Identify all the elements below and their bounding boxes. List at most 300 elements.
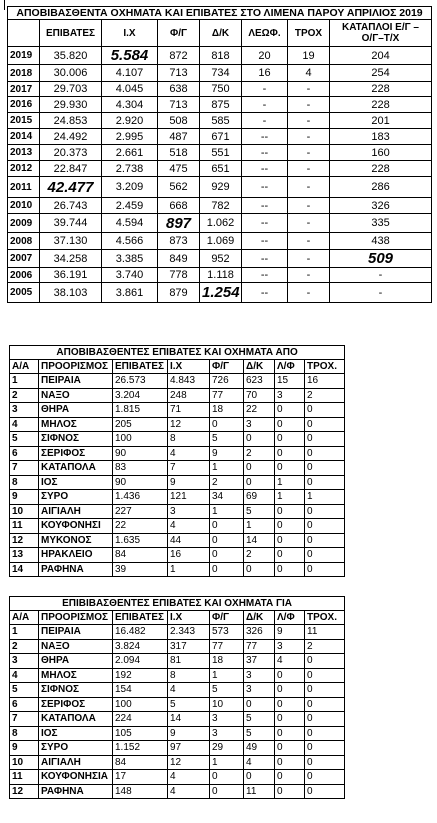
table-cell: 15 <box>275 374 305 389</box>
table-cell: 205 <box>113 417 168 432</box>
table-cell: 438 <box>330 233 432 250</box>
destination-cell: ΗΡΑΚΛΕΙΟ <box>39 548 113 563</box>
table-cell: 2 <box>244 446 275 461</box>
table-cell: 2.343 <box>168 625 210 640</box>
destination-cell: ΘΗΡΑ <box>39 403 113 418</box>
table-cell: 1.635 <box>113 533 168 548</box>
table-row <box>10 770 345 785</box>
table-cell: 713 <box>158 97 200 113</box>
table-cell: 42.477 <box>40 177 102 198</box>
table-cell: 3.824 <box>113 639 168 654</box>
table-row <box>10 562 345 577</box>
table-cell: 0 <box>275 726 305 741</box>
column-header: ΕΠΙΒΑΤΕΣ <box>40 20 102 47</box>
table-cell: 49 <box>244 741 275 756</box>
table-cell: 2 <box>305 639 345 654</box>
table-cell: 69 <box>244 490 275 505</box>
table-cell: 22 <box>113 519 168 534</box>
table-cell: 4 <box>275 654 305 669</box>
table-cell: 14 <box>244 533 275 548</box>
table-cell: 897 <box>158 214 200 233</box>
year-cell: 2017 <box>8 82 40 97</box>
year-cell: 2010 <box>8 198 40 214</box>
destination-cell: ΡΑΦΗΝΑ <box>39 784 113 799</box>
table-row <box>8 97 432 113</box>
table-cell: 0 <box>305 712 345 727</box>
table-cell: - <box>288 82 330 97</box>
column-header: ΛΕΩΦ. <box>242 20 288 47</box>
column-header: Α/Α <box>10 360 39 374</box>
table-cell: 9 <box>210 446 244 461</box>
table-cell: - <box>288 161 330 177</box>
table-cell: 248 <box>168 388 210 403</box>
year-cell: 2019 <box>8 47 40 65</box>
table-cell: 90 <box>113 475 168 490</box>
table-cell: 183 <box>330 129 432 145</box>
table-cell: 29.703 <box>40 82 102 97</box>
column-header: Φ/Γ <box>210 611 244 625</box>
table-cell: 148 <box>113 784 168 799</box>
destination-cell: ΑΙΓΙΑΛΗ <box>39 755 113 770</box>
table-cell: 77 <box>210 388 244 403</box>
year-cell: 2016 <box>8 97 40 113</box>
destination-cell: ΜΗΛΟΣ <box>39 668 113 683</box>
destination-cell: ΣΕΡΙΦΟΣ <box>39 446 113 461</box>
table-cell: 0 <box>210 770 244 785</box>
table-cell: 97 <box>168 741 210 756</box>
table-cell: 224 <box>113 712 168 727</box>
destination-cell: ΜΥΚΟΝΟΣ <box>39 533 113 548</box>
table-row <box>10 784 345 799</box>
table-cell: -- <box>242 283 288 303</box>
table-cell: 30.006 <box>40 65 102 82</box>
table-cell: 0 <box>275 548 305 563</box>
table-cell: 879 <box>158 283 200 303</box>
row-number: 4 <box>10 668 39 683</box>
row-number: 4 <box>10 417 39 432</box>
table-cell: 849 <box>158 250 200 268</box>
column-header: ΤΡΟΧ. <box>305 360 345 374</box>
row-number: 1 <box>10 374 39 389</box>
table-row <box>8 65 432 82</box>
table-cell: 573 <box>210 625 244 640</box>
table-cell: 952 <box>200 250 242 268</box>
table-cell: 24.853 <box>40 113 102 129</box>
table-cell: 4.843 <box>168 374 210 389</box>
table-row <box>8 283 432 303</box>
table-cell: 18 <box>210 654 244 669</box>
table-cell: 2 <box>244 548 275 563</box>
destination-cell: ΚΟΥΦΟΝΗΣΙΑ <box>39 770 113 785</box>
table-cell: -- <box>242 250 288 268</box>
table-cell: 0 <box>275 446 305 461</box>
destination-cell: ΣΙΦΝΟΣ <box>39 432 113 447</box>
table-cell: 37 <box>244 654 275 669</box>
table-cell: 2.459 <box>102 198 158 214</box>
row-number: 6 <box>10 446 39 461</box>
table-cell: 0 <box>275 461 305 476</box>
table-cell: 1 <box>210 504 244 519</box>
table-cell: -- <box>242 129 288 145</box>
table-cell: 84 <box>113 755 168 770</box>
table-cell: -- <box>242 177 288 198</box>
table-cell: 1.069 <box>200 233 242 250</box>
table-cell: 0 <box>305 770 345 785</box>
table-cell: 3 <box>168 504 210 519</box>
table-row <box>10 490 345 505</box>
table-row <box>8 82 432 97</box>
table-cell: 228 <box>330 161 432 177</box>
table-cell: 0 <box>275 417 305 432</box>
table-cell: 1.118 <box>200 268 242 283</box>
table-cell: 2.094 <box>113 654 168 669</box>
column-header: Λ/Φ <box>275 611 305 625</box>
destination-cell: ΙΟΣ <box>39 726 113 741</box>
table-cell: 1.815 <box>113 403 168 418</box>
table-cell: 487 <box>158 129 200 145</box>
year-cell: 2007 <box>8 250 40 268</box>
table-cell: - <box>330 268 432 283</box>
table-row <box>10 504 345 519</box>
year-cell: 2014 <box>8 129 40 145</box>
table-row <box>10 712 345 727</box>
destination-cell: ΣΙΦΝΟΣ <box>39 683 113 698</box>
table-cell: 713 <box>158 65 200 82</box>
table-row <box>10 625 345 640</box>
table-cell: 4.045 <box>102 82 158 97</box>
table-cell: 1 <box>275 490 305 505</box>
row-number: 1 <box>10 625 39 640</box>
table-cell: 11 <box>305 625 345 640</box>
table-cell: 0 <box>275 770 305 785</box>
year-cell: 2008 <box>8 233 40 250</box>
table-row <box>8 198 432 214</box>
table-cell: 286 <box>330 177 432 198</box>
table-cell: 5 <box>244 712 275 727</box>
table-cell: 228 <box>330 82 432 97</box>
table-cell: -- <box>242 214 288 233</box>
row-number: 6 <box>10 697 39 712</box>
table-cell: - <box>288 283 330 303</box>
table-cell: 1.254 <box>200 283 242 303</box>
table-cell: 2.738 <box>102 161 158 177</box>
table-cell: 3.204 <box>113 388 168 403</box>
table-cell: 34.258 <box>40 250 102 268</box>
table-row <box>10 697 345 712</box>
table-cell: 4 <box>244 755 275 770</box>
table-cell: 1 <box>210 668 244 683</box>
row-number: 9 <box>10 490 39 505</box>
table-cell: 100 <box>113 697 168 712</box>
table-cell: 1 <box>210 461 244 476</box>
table-cell: 12 <box>168 417 210 432</box>
table-cell: 0 <box>210 548 244 563</box>
table-cell: 929 <box>200 177 242 198</box>
table-row <box>10 461 345 476</box>
destination-cell: ΝΑΞΟ <box>39 639 113 654</box>
column-header: Δ/Κ <box>244 360 275 374</box>
table-cell: 35.820 <box>40 47 102 65</box>
table-cell: 38.103 <box>40 283 102 303</box>
column-header: Ι.Χ <box>168 611 210 625</box>
table-cell: - <box>242 82 288 97</box>
row-number: 11 <box>10 770 39 785</box>
table-cell: 0 <box>210 562 244 577</box>
destination-cell: ΚΟΥΦΟΝΗΣΙ <box>39 519 113 534</box>
table-cell: 192 <box>113 668 168 683</box>
table-cell: 326 <box>330 198 432 214</box>
table-cell: 8 <box>168 668 210 683</box>
table-cell: 818 <box>200 47 242 65</box>
table-cell: 0 <box>210 533 244 548</box>
year-cell: 2009 <box>8 214 40 233</box>
table-cell: 0 <box>275 668 305 683</box>
table-cell: - <box>288 250 330 268</box>
table-cell: 335 <box>330 214 432 233</box>
table-cell: 1 <box>305 490 345 505</box>
table-cell: 0 <box>210 784 244 799</box>
table-cell: 0 <box>305 475 345 490</box>
table-row <box>10 475 345 490</box>
table-cell: 0 <box>305 504 345 519</box>
column-header: Φ/Γ <box>158 20 200 47</box>
year-cell: 2015 <box>8 113 40 129</box>
row-number: 11 <box>10 519 39 534</box>
table-cell: - <box>242 97 288 113</box>
table-cell: 4 <box>168 683 210 698</box>
table-cell: 668 <box>158 198 200 214</box>
table-title: ΕΠΙΒΙΒΑΣΘΕΝΤΕΣ ΕΠΙΒΑΤΕΣ ΚΑΙ ΟΧΗΜΑΤΑ ΓΙΑ <box>10 597 345 611</box>
table-cell: 2 <box>210 475 244 490</box>
table-cell: 36.191 <box>40 268 102 283</box>
destination-cell: ΙΟΣ <box>39 475 113 490</box>
row-number: 14 <box>10 562 39 577</box>
table-cell: 19 <box>288 47 330 65</box>
table-cell: 0 <box>275 741 305 756</box>
table-row <box>10 403 345 418</box>
row-number: 5 <box>10 683 39 698</box>
table-cell: 4.304 <box>102 97 158 113</box>
table-cell: 100 <box>113 432 168 447</box>
table-cell: 1.152 <box>113 741 168 756</box>
table-cell: 4 <box>168 770 210 785</box>
column-header: Δ/Κ <box>200 20 242 47</box>
table-row <box>10 755 345 770</box>
table-cell: 2.920 <box>102 113 158 129</box>
table-row <box>10 683 345 698</box>
table-cell: 29.930 <box>40 97 102 113</box>
column-header: Δ/Κ <box>244 611 275 625</box>
table-cell: 0 <box>275 562 305 577</box>
table-cell: 16 <box>168 548 210 563</box>
table-cell: 4 <box>168 519 210 534</box>
column-header: Α/Α <box>10 611 39 625</box>
table-cell: 3 <box>275 388 305 403</box>
table-row <box>10 726 345 741</box>
year-cell: 2006 <box>8 268 40 283</box>
table-cell: 20.373 <box>40 145 102 161</box>
table-cell: 22 <box>244 403 275 418</box>
table-cell: 0 <box>275 697 305 712</box>
table-row <box>8 161 432 177</box>
table-cell: 0 <box>275 533 305 548</box>
row-number: 10 <box>10 504 39 519</box>
column-header: ΕΠΙΒΑΤΕΣ <box>113 611 168 625</box>
table-cell: 84 <box>113 548 168 563</box>
table-cell: 4.107 <box>102 65 158 82</box>
year-cell: 2005 <box>8 283 40 303</box>
departures-by-destination-table <box>9 596 345 799</box>
table-row <box>10 519 345 534</box>
table-cell: 154 <box>113 683 168 698</box>
table-cell: -- <box>242 161 288 177</box>
table-cell: 5 <box>210 683 244 698</box>
table-cell: - <box>288 177 330 198</box>
table-cell: 4 <box>288 65 330 82</box>
year-cell: 2012 <box>8 161 40 177</box>
table-cell: 77 <box>244 639 275 654</box>
row-number: 2 <box>10 639 39 654</box>
table-row <box>8 214 432 233</box>
table-cell: 0 <box>305 784 345 799</box>
destination-cell: ΘΗΡΑ <box>39 654 113 669</box>
table-cell: 70 <box>244 388 275 403</box>
table-cell: 16.482 <box>113 625 168 640</box>
table-cell: 83 <box>113 461 168 476</box>
table-cell: 2.661 <box>102 145 158 161</box>
table-cell: 0 <box>244 461 275 476</box>
table-cell: 1.436 <box>113 490 168 505</box>
table-cell: 29 <box>210 741 244 756</box>
table-cell: 778 <box>158 268 200 283</box>
column-header: ΕΠΙΒΑΤΕΣ <box>113 360 168 374</box>
row-number: 10 <box>10 755 39 770</box>
table-cell: 0 <box>305 562 345 577</box>
column-header: ΤΡΟΧ. <box>305 611 345 625</box>
table-cell: 5 <box>244 504 275 519</box>
column-header: Ι.Χ <box>102 20 158 47</box>
table-cell: 475 <box>158 161 200 177</box>
column-header: ΚΑΤΑΠΛΟΙ Ε/Γ – Ο/Γ–Τ/Χ <box>330 20 432 47</box>
table-cell: 26.743 <box>40 198 102 214</box>
table-cell: 0 <box>244 432 275 447</box>
table-cell: 26.573 <box>113 374 168 389</box>
table-cell: -- <box>242 268 288 283</box>
table-cell: 39 <box>113 562 168 577</box>
table-cell: 254 <box>330 65 432 82</box>
table-cell: - <box>288 268 330 283</box>
destination-cell: ΠΕΙΡΑΙΑ <box>39 625 113 640</box>
table-row <box>10 417 345 432</box>
table-cell: 12 <box>168 755 210 770</box>
table-cell: 1 <box>244 519 275 534</box>
table-cell: 0 <box>305 668 345 683</box>
table-cell: 317 <box>168 639 210 654</box>
table-cell: 7 <box>168 461 210 476</box>
destination-cell: ΠΕΙΡΑΙΑ <box>39 374 113 389</box>
table-cell: 872 <box>158 47 200 65</box>
column-header: Ι.Χ <box>168 360 210 374</box>
table-cell: 14 <box>168 712 210 727</box>
table-cell: 638 <box>158 82 200 97</box>
row-number: 13 <box>10 548 39 563</box>
table-cell: 0 <box>305 726 345 741</box>
destination-cell: ΣΥΡΟ <box>39 490 113 505</box>
destination-cell: ΚΑΤΑΠΟΛΑ <box>39 461 113 476</box>
table-cell: 585 <box>200 113 242 129</box>
table-cell: 9 <box>168 475 210 490</box>
table-cell: 22.847 <box>40 161 102 177</box>
destination-cell: ΣΥΡΟ <box>39 741 113 756</box>
table-cell: -- <box>242 198 288 214</box>
table-cell: - <box>288 214 330 233</box>
table-cell: - <box>288 97 330 113</box>
destination-cell: ΚΑΤΑΠΟΛΑ <box>39 712 113 727</box>
table-row <box>8 113 432 129</box>
annual-arrivals-table <box>7 6 432 303</box>
row-number: 9 <box>10 741 39 756</box>
table-cell: 5 <box>210 432 244 447</box>
table-row <box>8 233 432 250</box>
table-cell: 671 <box>200 129 242 145</box>
column-header: ΤΡΟΧ <box>288 20 330 47</box>
table-cell: - <box>330 283 432 303</box>
table-cell: 1.062 <box>200 214 242 233</box>
destination-cell: ΑΙΓΙΑΛΗ <box>39 504 113 519</box>
row-number: 7 <box>10 461 39 476</box>
row-number: 3 <box>10 654 39 669</box>
row-number: 8 <box>10 726 39 741</box>
table-cell: 4 <box>168 784 210 799</box>
table-cell: 0 <box>305 533 345 548</box>
table-cell: 18 <box>210 403 244 418</box>
table-cell: 37.130 <box>40 233 102 250</box>
table-cell: 0 <box>275 755 305 770</box>
table-cell: 0 <box>275 432 305 447</box>
table-cell: 1 <box>210 755 244 770</box>
table-row <box>10 446 345 461</box>
table-cell: 0 <box>305 519 345 534</box>
table-cell: 0 <box>275 519 305 534</box>
table-cell: 90 <box>113 446 168 461</box>
table-cell: 9 <box>275 625 305 640</box>
column-header: Φ/Γ <box>210 360 244 374</box>
table-cell: 4.594 <box>102 214 158 233</box>
table-cell: 0 <box>210 519 244 534</box>
table-cell: 0 <box>305 683 345 698</box>
table-cell: - <box>288 113 330 129</box>
row-number: 8 <box>10 475 39 490</box>
table-cell: 4 <box>168 446 210 461</box>
table-cell: - <box>288 145 330 161</box>
table-cell: 201 <box>330 113 432 129</box>
row-number: 2 <box>10 388 39 403</box>
table-cell: 726 <box>210 374 244 389</box>
table-cell: 8 <box>168 432 210 447</box>
table-cell: 4.566 <box>102 233 158 250</box>
table-cell: 0 <box>275 784 305 799</box>
table-cell: 3 <box>210 712 244 727</box>
column-header: Λ/Φ <box>275 360 305 374</box>
table-cell: 873 <box>158 233 200 250</box>
table-cell: 326 <box>244 625 275 640</box>
table-cell: 562 <box>158 177 200 198</box>
table-cell: -- <box>242 145 288 161</box>
column-header: ΠΡΟΟΡΙΣΜΟΣ <box>39 611 113 625</box>
table-cell: 509 <box>330 250 432 268</box>
table-cell: 1 <box>168 562 210 577</box>
table-cell: 71 <box>168 403 210 418</box>
